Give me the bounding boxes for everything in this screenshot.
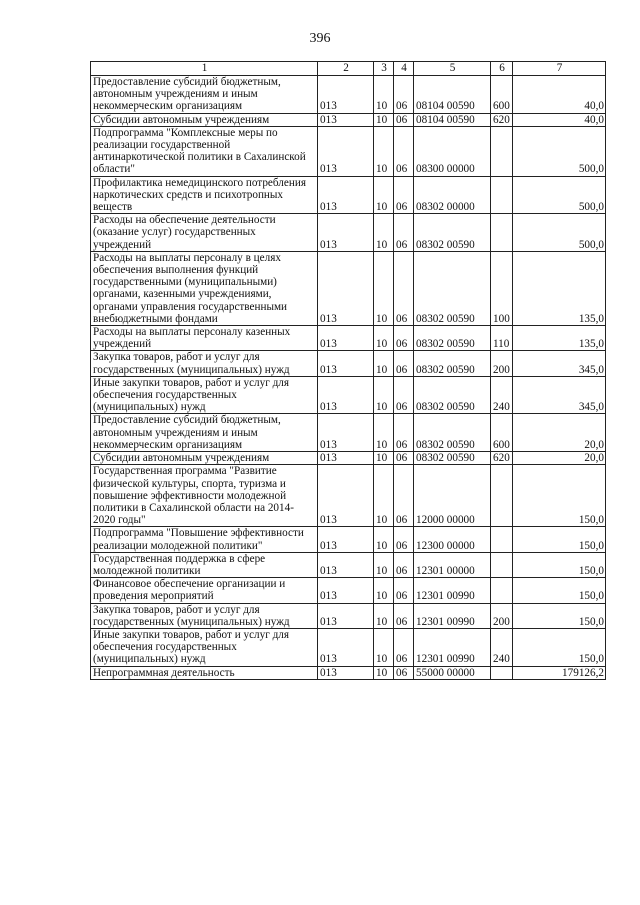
ministry-code: 013	[318, 603, 374, 628]
subsection-code: 06	[394, 126, 414, 176]
ministry-code: 013	[318, 376, 374, 414]
subsection-code: 06	[394, 214, 414, 252]
table-row	[91, 578, 606, 603]
amount-value: 150,0	[513, 628, 606, 666]
target-article-code: 08302 00590	[414, 326, 491, 351]
target-article-code: 12301 00990	[414, 603, 491, 628]
target-article-code: 08302 00590	[414, 251, 491, 325]
section-code: 10	[374, 666, 394, 679]
ministry-code: 013	[318, 251, 374, 325]
section-code: 10	[374, 326, 394, 351]
line-item-name: Государственная поддержка в сфере молодежной политики	[91, 552, 318, 577]
ministry-code: 013	[318, 552, 374, 577]
column-header: 6	[491, 62, 513, 76]
target-article-code: 08302 00590	[414, 452, 491, 465]
expense-type-code	[491, 176, 513, 214]
line-item-name: Непрограммная деятельность	[91, 666, 318, 679]
table-row	[91, 666, 606, 679]
subsection-code: 06	[394, 603, 414, 628]
table-row	[91, 351, 606, 376]
target-article-code: 08302 00000	[414, 176, 491, 214]
subsection-code: 06	[394, 351, 414, 376]
target-article-code: 12301 00990	[414, 578, 491, 603]
expense-type-code: 240	[491, 376, 513, 414]
line-item-name: Иные закупки товаров, работ и услуг для обеспечения государственных (муниципальных) нужд	[91, 628, 318, 666]
expense-type-code: 600	[491, 76, 513, 114]
section-code: 10	[374, 578, 394, 603]
target-article-code: 12301 00990	[414, 628, 491, 666]
target-article-code: 08300 00000	[414, 126, 491, 176]
table-row	[91, 603, 606, 628]
expense-type-code	[491, 578, 513, 603]
expense-type-code	[491, 527, 513, 552]
amount-value: 150,0	[513, 578, 606, 603]
ministry-code: 013	[318, 113, 374, 126]
ministry-code: 013	[318, 76, 374, 114]
expense-type-code: 620	[491, 113, 513, 126]
column-header: 1	[91, 62, 318, 76]
section-code: 10	[374, 251, 394, 325]
table-row	[91, 126, 606, 176]
table-row	[91, 414, 606, 452]
expense-type-code: 200	[491, 603, 513, 628]
section-code: 10	[374, 628, 394, 666]
line-item-name: Субсидии автономным учреждениям	[91, 452, 318, 465]
subsection-code: 06	[394, 251, 414, 325]
target-article-code: 08302 00590	[414, 351, 491, 376]
column-header-row	[91, 62, 606, 76]
line-item-name: Расходы на выплаты персоналу в целях обеспечения выполнения функций государственными (муниципальными) органами, казенными учреждениями, органами управления государственными внебюджетными фондами	[91, 251, 318, 325]
table-row	[91, 527, 606, 552]
amount-value: 345,0	[513, 351, 606, 376]
line-item-name: Государственная программа "Развитие физической культуры, спорта, туризма и повышение эффективности молодежной политики в Сахалинской области на 2014-2020 годы"	[91, 465, 318, 527]
section-code: 10	[374, 465, 394, 527]
amount-value: 500,0	[513, 214, 606, 252]
page-number: 396	[309, 31, 331, 46]
line-item-name: Финансовое обеспечение организации и проведения мероприятий	[91, 578, 318, 603]
target-article-code: 08104 00590	[414, 113, 491, 126]
section-code: 10	[374, 552, 394, 577]
line-item-name: Подпрограмма "Комплексные меры по реализации государственной антинаркотической политики в Сахалинской области"	[91, 126, 318, 176]
table-body	[91, 62, 606, 680]
expense-type-code: 110	[491, 326, 513, 351]
table-row	[91, 176, 606, 214]
line-item-name: Расходы на выплаты персоналу казенных учреждений	[91, 326, 318, 351]
subsection-code: 06	[394, 452, 414, 465]
amount-value: 135,0	[513, 251, 606, 325]
ministry-code: 013	[318, 126, 374, 176]
amount-value: 20,0	[513, 414, 606, 452]
ministry-code: 013	[318, 176, 374, 214]
amount-value: 179126,2	[513, 666, 606, 679]
subsection-code: 06	[394, 414, 414, 452]
expense-type-code	[491, 666, 513, 679]
expense-type-code	[491, 465, 513, 527]
amount-value: 500,0	[513, 176, 606, 214]
column-header: 7	[513, 62, 606, 76]
target-article-code: 08104 00590	[414, 76, 491, 114]
subsection-code: 06	[394, 76, 414, 114]
section-code: 10	[374, 603, 394, 628]
table-row	[91, 76, 606, 114]
section-code: 10	[374, 113, 394, 126]
amount-value: 135,0	[513, 326, 606, 351]
line-item-name: Подпрограмма "Повышение эффективности реализации молодежной политики"	[91, 527, 318, 552]
line-item-name: Предоставление субсидий бюджетным, автономным учреждениям и иным некоммерческим организациям	[91, 76, 318, 114]
target-article-code: 12000 00000	[414, 465, 491, 527]
section-code: 10	[374, 414, 394, 452]
expense-type-code: 100	[491, 251, 513, 325]
table-row	[91, 214, 606, 252]
section-code: 10	[374, 214, 394, 252]
subsection-code: 06	[394, 527, 414, 552]
expense-type-code	[491, 214, 513, 252]
amount-value: 150,0	[513, 552, 606, 577]
table-row	[91, 326, 606, 351]
subsection-code: 06	[394, 113, 414, 126]
line-item-name: Иные закупки товаров, работ и услуг для обеспечения государственных (муниципальных) нужд	[91, 376, 318, 414]
target-article-code: 08302 00590	[414, 376, 491, 414]
amount-value: 150,0	[513, 465, 606, 527]
budget-table	[90, 61, 606, 680]
line-item-name: Расходы на обеспечение деятельности (оказание услуг) государственных учреждений	[91, 214, 318, 252]
subsection-code: 06	[394, 666, 414, 679]
expense-type-code: 600	[491, 414, 513, 452]
target-article-code: 08302 00590	[414, 414, 491, 452]
subsection-code: 06	[394, 176, 414, 214]
subsection-code: 06	[394, 465, 414, 527]
section-code: 10	[374, 452, 394, 465]
line-item-name: Субсидии автономным учреждениям	[91, 113, 318, 126]
table-row	[91, 376, 606, 414]
expense-type-code	[491, 126, 513, 176]
section-code: 10	[374, 76, 394, 114]
line-item-name: Предоставление субсидий бюджетным, автономным учреждениям и иным некоммерческим организациям	[91, 414, 318, 452]
expense-type-code	[491, 552, 513, 577]
ministry-code: 013	[318, 527, 374, 552]
ministry-code: 013	[318, 452, 374, 465]
table-row	[91, 628, 606, 666]
column-header: 3	[374, 62, 394, 76]
subsection-code: 06	[394, 376, 414, 414]
ministry-code: 013	[318, 578, 374, 603]
ministry-code: 013	[318, 351, 374, 376]
section-code: 10	[374, 527, 394, 552]
table-row	[91, 251, 606, 325]
amount-value: 20,0	[513, 452, 606, 465]
table-row	[91, 452, 606, 465]
expense-type-code: 620	[491, 452, 513, 465]
section-code: 10	[374, 351, 394, 376]
table-row	[91, 465, 606, 527]
ministry-code: 013	[318, 666, 374, 679]
ministry-code: 013	[318, 214, 374, 252]
column-header: 5	[414, 62, 491, 76]
table-row	[91, 113, 606, 126]
amount-value: 345,0	[513, 376, 606, 414]
column-header: 2	[318, 62, 374, 76]
line-item-name: Закупка товаров, работ и услуг для государственных (муниципальных) нужд	[91, 603, 318, 628]
target-article-code: 12300 00000	[414, 527, 491, 552]
target-article-code: 08302 00590	[414, 214, 491, 252]
ministry-code: 013	[318, 326, 374, 351]
amount-value: 150,0	[513, 603, 606, 628]
target-article-code: 55000 00000	[414, 666, 491, 679]
section-code: 10	[374, 126, 394, 176]
amount-value: 150,0	[513, 527, 606, 552]
section-code: 10	[374, 376, 394, 414]
line-item-name: Профилактика немедицинского потребления наркотических средств и психотропных веществ	[91, 176, 318, 214]
table-row	[91, 552, 606, 577]
ministry-code: 013	[318, 465, 374, 527]
expense-type-code: 200	[491, 351, 513, 376]
amount-value: 40,0	[513, 113, 606, 126]
section-code: 10	[374, 176, 394, 214]
ministry-code: 013	[318, 414, 374, 452]
amount-value: 40,0	[513, 76, 606, 114]
amount-value: 500,0	[513, 126, 606, 176]
subsection-code: 06	[394, 628, 414, 666]
ministry-code: 013	[318, 628, 374, 666]
subsection-code: 06	[394, 552, 414, 577]
subsection-code: 06	[394, 326, 414, 351]
target-article-code: 12301 00000	[414, 552, 491, 577]
subsection-code: 06	[394, 578, 414, 603]
column-header: 4	[394, 62, 414, 76]
expense-type-code: 240	[491, 628, 513, 666]
line-item-name: Закупка товаров, работ и услуг для государственных (муниципальных) нужд	[91, 351, 318, 376]
